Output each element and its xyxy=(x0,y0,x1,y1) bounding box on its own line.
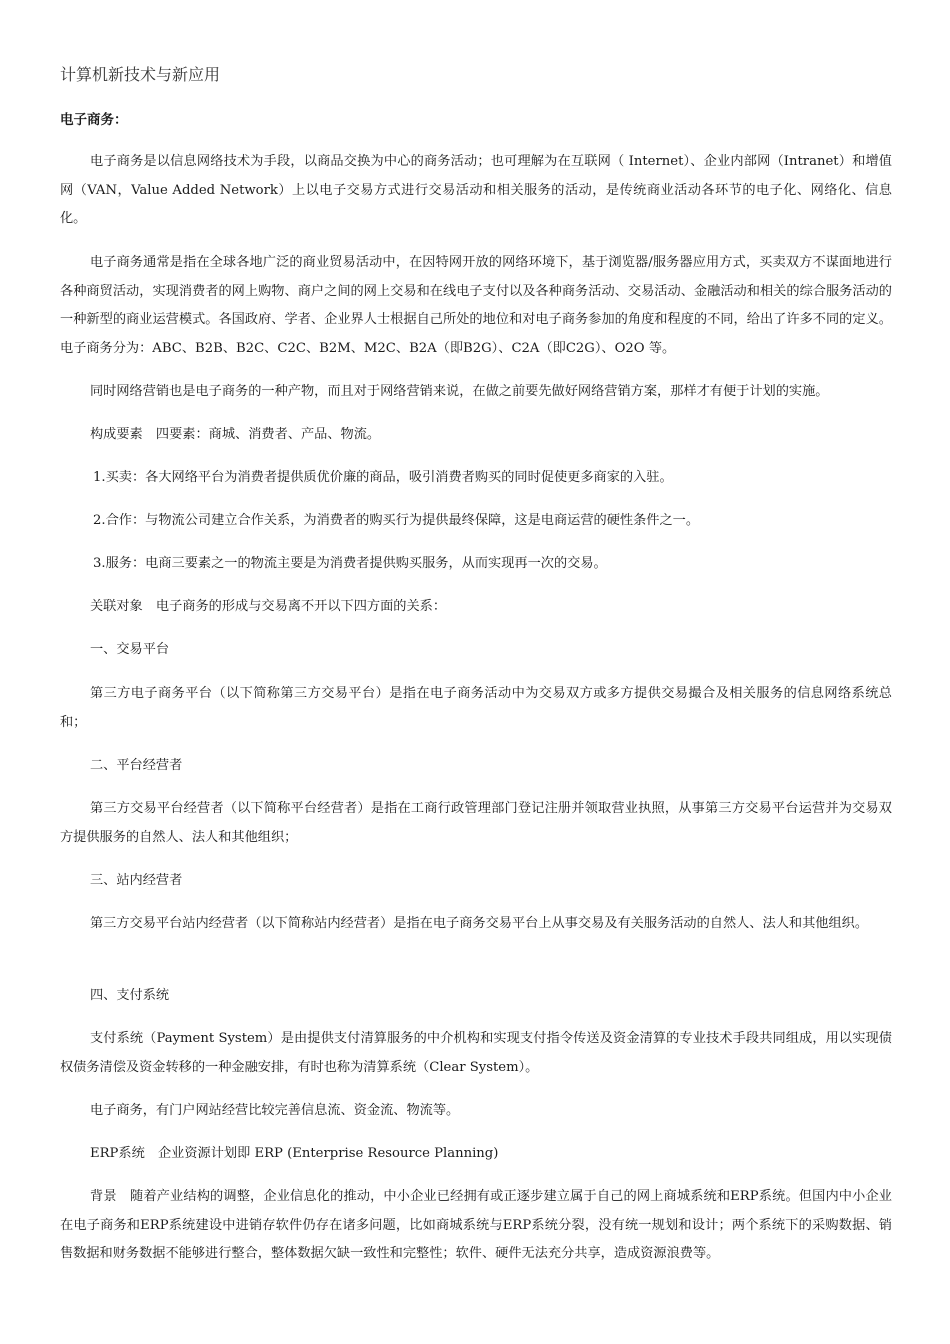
paragraph-platform-operator: 第三方交易平台经营者（以下简称平台经营者）是指在工商行政管理部门登记注册并领取营业执照，从事第三方交易平台运营并为交易双方提供服务的自然人、法人和其他组织； xyxy=(60,801,892,845)
document-title: 计算机新技术与新应用 xyxy=(60,65,221,84)
paragraph-related-objects: 关联对象 电子商务的形成与交易离不开以下四方面的关系： xyxy=(90,599,447,614)
paragraph-overview: 电子商务通常是指在全球各地广泛的商业贸易活动中，在因特网开放的网络环境下，基于浏览器/服务器应用方式，买卖双方不谋面地进行各种商贸活动，实现消费者的网上购物、商户之间的网上交易和在线电子支付以及各种商务活动、交易活动、金融活动和相关的综合服务活动的一种新型的商业运营模式。各国政府、学者、企业界人士根据自己所处的地位和对电子商务参加的角度和程度的不同，给出了许多不同的定义。电子商务分为：ABC、B2B、B2C、C2C、B2M、M2C、B2A（即B2G）、C2A（即C2G）、O2O 等。 xyxy=(60,255,892,356)
subheading-trading-platform: 一、交易平台 xyxy=(90,642,170,657)
subheading-payment-system: 四、支付系统 xyxy=(90,988,170,1003)
list-item-buy-sell: 1.买卖：各大网络平台为消费者提供质优价廉的商品，吸引消费者购买的同时促使更多商家的入驻。 xyxy=(93,470,673,485)
paragraph-elements: 构成要素 四要素：商城、消费者、产品、物流。 xyxy=(90,427,381,442)
paragraph-network-marketing: 同时网络营销也是电子商务的一种产物，而且对于网络营销来说，在做之前要先做好网络营销方案，那样才有便于计划的实施。 xyxy=(90,384,829,399)
paragraph-erp-system: ERP系统 企业资源计划即 ERP (Enterprise Resource Planning) xyxy=(90,1146,499,1161)
paragraph-background: 背景 随着产业结构的调整，企业信息化的推动，中小企业已经拥有或正逐步建立属于自己的网上商城系统和ERP系统。但国内中小企业在电子商务和ERP系统建设中进销存软件仍存在诸多问题，比如商城系统与ERP系统分裂，没有统一规划和设计；两个系统下的采购数据、销售数据和财务数据不能够进行整合，整体数据欠缺一致性和完整性；软件、硬件无法充分共享，造成资源浪费等。 xyxy=(60,1189,892,1262)
section-heading: 电子商务： xyxy=(60,112,128,128)
subheading-platform-operator: 二、平台经营者 xyxy=(90,758,183,773)
list-item-service: 3.服务：电商三要素之一的物流主要是为消费者提供购买服务，从而实现再一次的交易。 xyxy=(93,556,607,571)
paragraph-onsite-operator: 第三方交易平台站内经营者（以下简称站内经营者）是指在电子商务交易平台上从事交易及有关服务活动的自然人、法人和其他组织。 xyxy=(90,916,869,931)
paragraph-payment-system: 支付系统（Payment System）是由提供支付清算服务的中介机构和实现支付指令传送及资金清算的专业技术手段共同组成，用以实现债权债务清偿及资金转移的一种金融安排，有时也称为清算系统（Clear System）。 xyxy=(60,1031,892,1075)
list-item-cooperation: 2.合作：与物流公司建立合作关系，为消费者的购买行为提供最终保障，这是电商运营的硬性条件之一。 xyxy=(93,513,700,528)
paragraph-definition: 电子商务是以信息网络技术为手段，以商品交换为中心的商务活动；也可理解为在互联网（ Internet）、企业内部网（Intranet）和增值网（VAN，Value Added Network）上以电子交易方式进行交易活动和相关服务的活动，是传统商业活动各环节的电子化、网络化、信息化。 xyxy=(60,154,892,227)
subheading-onsite-operator: 三、站内经营者 xyxy=(90,873,183,888)
paragraph-trading-platform: 第三方电子商务平台（以下简称第三方交易平台）是指在电子商务活动中为交易双方或多方提供交易撮合及相关服务的信息网络系统总和； xyxy=(60,686,892,730)
paragraph-portal-sites: 电子商务，有门户网站经营比较完善信息流、资金流、物流等。 xyxy=(90,1103,460,1118)
